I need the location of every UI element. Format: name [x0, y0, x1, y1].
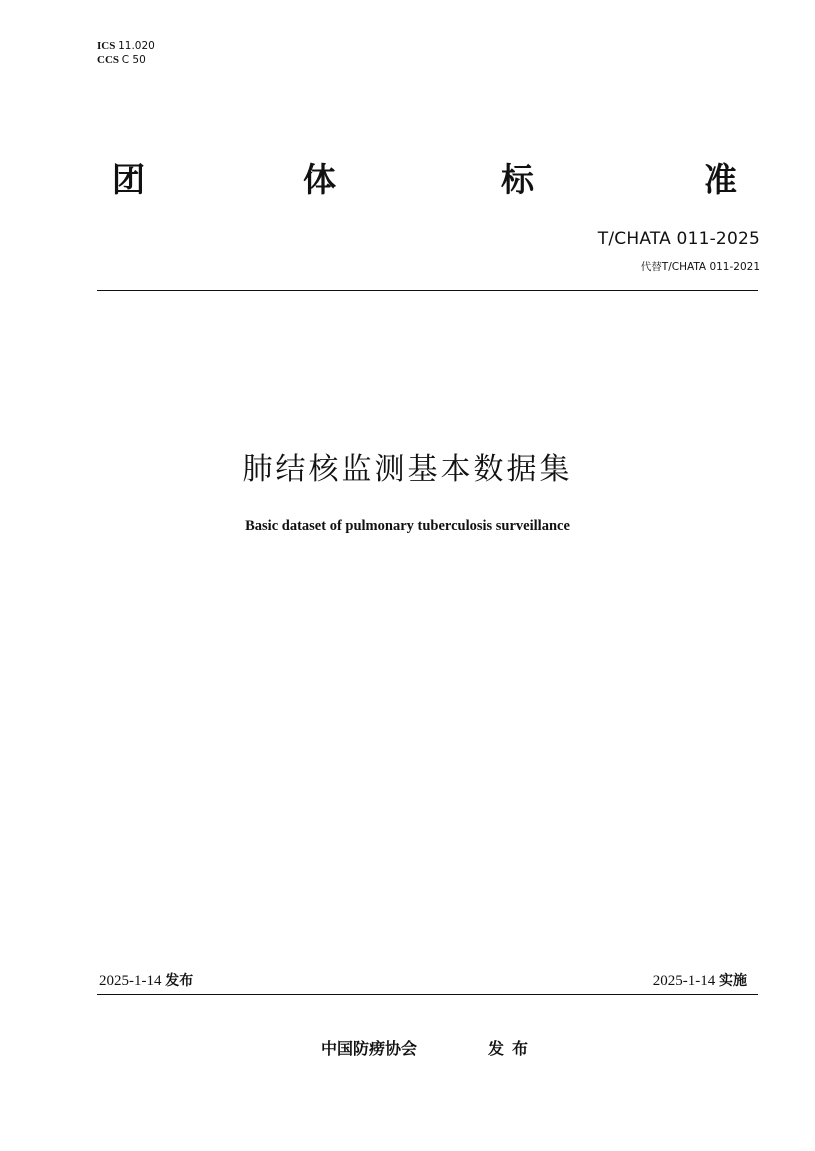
document-title-zh: 肺结核监测基本数据集 — [242, 452, 573, 487]
implement-date-line — [653, 971, 747, 991]
standard-type-char-1: 团 — [112, 160, 145, 199]
ccs-code — [97, 53, 155, 67]
header-divider — [97, 290, 758, 291]
publisher-name: 中国防痨协会 — [321, 1039, 418, 1058]
standard-number: T/CHATA 011-2025 — [597, 229, 760, 249]
publish-date: 2025-1-14 — [99, 973, 162, 989]
document-title-en: Basic dataset of pulmonary tuberculosis surveillance — [245, 518, 570, 534]
classification-codes — [97, 39, 155, 67]
implement-date: 2025-1-14 — [652, 973, 716, 989]
replaces-standard: 代替T/CHATA 011-2021 — [640, 261, 760, 273]
standard-type-char-4: 准 — [704, 160, 737, 199]
ics-value: 11.020 — [118, 40, 155, 52]
ccs-value: C 50 — [121, 54, 146, 66]
standard-type-char-3: 标 — [501, 160, 534, 199]
publisher-action: 发布 — [488, 1039, 537, 1058]
publish-label: 发布 — [165, 973, 194, 989]
ccs-label: CCS — [97, 54, 120, 66]
ics-label: ICS — [97, 40, 116, 52]
implement-label: 实施 — [719, 973, 747, 989]
standard-type-char-2: 体 — [303, 160, 336, 199]
footer-divider — [97, 994, 758, 995]
publish-date-line — [99, 971, 193, 991]
ics-code — [97, 39, 155, 53]
